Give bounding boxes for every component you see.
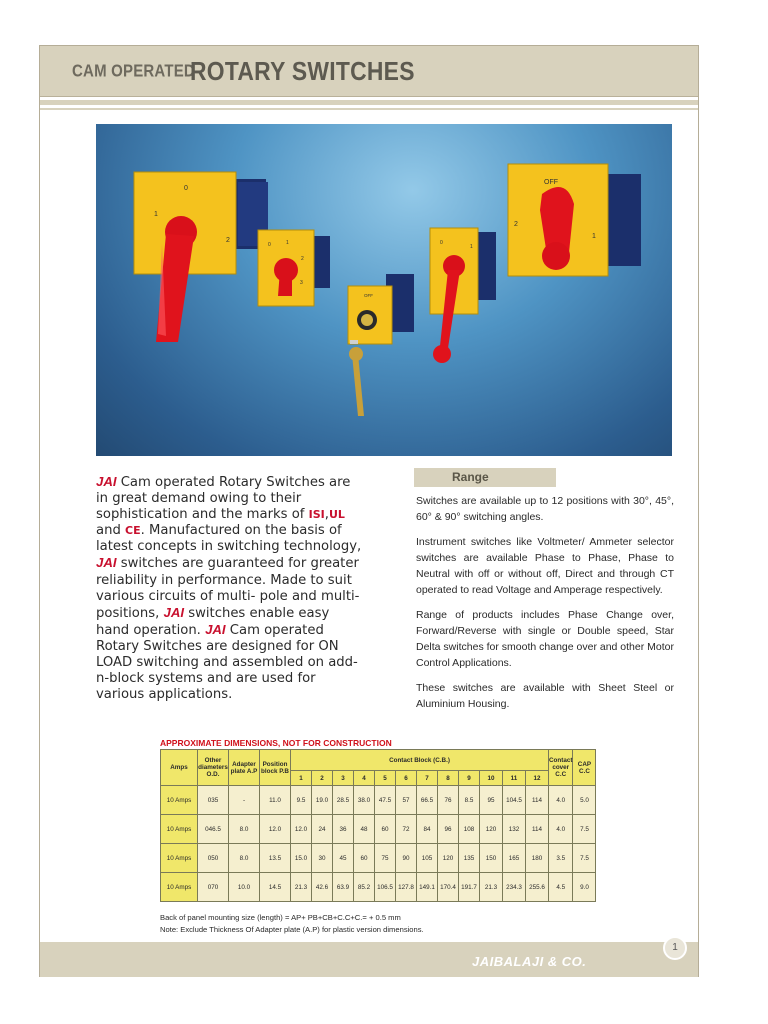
intro-text: . Manufactured on the basis of latest concepts in switching technology, [96,523,362,555]
brand-mark: JAI [163,604,185,620]
od-cell: 035 [198,786,229,815]
contact-block-cell: 60 [375,815,396,844]
table-row [161,815,596,844]
contact-block-cell: 105 [417,844,438,873]
header-stripe-thin [40,108,698,110]
contact-block-cell: 165 [503,844,526,873]
contact-block-cell: 170.4 [438,873,459,902]
contact-block-col-header: 8 [438,771,459,786]
contact-block-cell: 60 [354,844,375,873]
switch-position-label: 2 [226,237,230,244]
contact-block-cell: 108 [459,815,480,844]
switch-position-label: 0 [268,242,271,248]
table-row [161,873,596,902]
contact-block-cell: 95 [480,786,503,815]
contact-block-cell: 28.5 [333,786,354,815]
switch-handle-ball [433,345,451,363]
switch-position-label: 2 [514,221,518,228]
col-header: Contact cover C.C [549,750,573,786]
contact-block-cell: 12.0 [291,815,312,844]
contact-block-col-header: 5 [375,771,396,786]
contact-block-cell: 48 [354,815,375,844]
contact-block-cell: 66.5 [417,786,438,815]
contact-block-cell: 21.3 [480,873,503,902]
dimensions-body [161,786,596,902]
range-section [416,493,674,721]
contact-block-cell: 30 [312,844,333,873]
col-header: Amps [161,750,198,786]
footer-logo: JAIBALAJI & CO. [472,954,587,969]
intro-text: switches enable easy hand operation. [96,605,330,638]
contact-block-cell: 24 [312,815,333,844]
contact-block-col-header: 10 [480,771,503,786]
contact-block-cell: 234.3 [503,873,526,902]
brand-mark: JAI [205,621,226,637]
ul-mark-icon: UL [328,508,345,522]
contact-block-cell: 85.2 [354,873,375,902]
col-header: Position block P.B [260,750,291,786]
range-paragraph: Switches are available up to 12 positions with 30°, 45°, 60° & 90° switching angles. [416,495,674,523]
cc-cell: 4.0 [549,815,573,844]
rotary-switches-illustration [96,124,672,456]
product-photo [96,124,672,456]
contact-block-cell: 21.3 [291,873,312,902]
contact-block-cell: 96 [438,815,459,844]
page-number: 1 [663,936,687,960]
contact-block-cell: 72 [396,815,417,844]
amps-cell: 10 Amps [161,786,198,815]
switch-position-label: 1 [154,211,158,218]
amps-cell: 10 Amps [161,873,198,902]
cap-cell: 9.0 [573,873,596,902]
contact-block-cell: 38.0 [354,786,375,815]
contact-block-col-header: 6 [396,771,417,786]
pb-cell: 11.0 [260,786,291,815]
contact-block-cell: 42.6 [312,873,333,902]
contact-block-cell: 127.8 [396,873,417,902]
range-paragraph: Instrument switches like Voltmeter/ Ammeter selector switches are available Phase to Phase, Phase to Neutral with off or without off, Direct and through CT operated to read Voltage and Amperage respectively. [416,536,674,596]
range-paragraph: These switches are available with Sheet Steel or Aluminium Housing. [416,682,674,710]
ap-cell: 10.0 [229,873,260,902]
switch-position-label: OFF [364,293,373,298]
header-band [40,46,698,97]
range-paragraph: Range of products includes Phase Change over, Forward/Reverse with single or Double speed, Star Delta switches for smooth change over and other Motor Control Applications. [416,609,674,669]
contact-block-col-header: 4 [354,771,375,786]
intro-text: , [324,507,329,523]
contact-block-cell: 149.1 [417,873,438,902]
col-header: Adapter plate A.P [229,750,260,786]
header-stripe [40,100,698,105]
pb-cell: 13.5 [260,844,291,873]
cap-cell: 7.5 [573,844,596,873]
switch-position-label: 3 [300,280,303,286]
pb-cell: 14.5 [260,873,291,902]
contact-block-cell: 255.6 [526,873,549,902]
intro-text: and [96,523,126,539]
contact-block-cell: 9.5 [291,786,312,815]
contact-block-cell: 75 [375,844,396,873]
brand-mark: JAI [96,555,117,571]
title-prefix: CAM OPERATED [72,61,195,82]
ap-cell: 8.0 [229,844,260,873]
contact-block-cell: 63.9 [333,873,354,902]
od-cell: 050 [198,844,229,873]
col-header: Contact Block (C.B.) [291,750,549,771]
contact-block-col-header: 11 [503,771,526,786]
col-header: CAP C.C [573,750,596,786]
contact-block-col-header: 12 [526,771,549,786]
table-row [161,786,596,815]
cap-cell: 5.0 [573,786,596,815]
switch-handle [278,270,292,296]
contact-block-cell: 120 [438,844,459,873]
contact-block-cell: 90 [396,844,417,873]
cc-cell: 4.5 [549,873,573,902]
dimensions-title: APPROXIMATE DIMENSIONS, NOT FOR CONSTRUCTION [160,738,392,748]
cc-cell: 4.0 [549,786,573,815]
amps-cell: 10 Amps [161,844,198,873]
brand-mark: JAI [96,474,117,489]
footer-band [40,942,698,977]
contact-block-cell: 135 [459,844,480,873]
contact-block-cell: 76 [438,786,459,815]
intro-text: Cam operated Rotary Switches are in great demand owing to their sophistication and the marks of [96,475,351,523]
switch-position-label: 1 [592,233,596,240]
note-adapter: Note: Exclude Thickness Of Adapter plate (A.P) for plastic version dimensions. [160,925,424,934]
contact-block-cell: 19.0 [312,786,333,815]
contact-block-cell: 191.7 [459,873,480,902]
switch-position-label: 0 [440,240,443,246]
contact-block-cell: 132 [503,815,526,844]
contact-block-cell: 84 [417,815,438,844]
contact-block-cell: 120 [480,815,503,844]
od-cell: 046.5 [198,815,229,844]
pb-cell: 12.0 [260,815,291,844]
col-header: Other diameters O.D. [198,750,229,786]
contact-block-col-header: 1 [291,771,312,786]
page-title: ROTARY SWITCHES [190,56,415,86]
ap-cell: 8.0 [229,815,260,844]
contact-block-cell: 104.5 [503,786,526,815]
amps-cell: 10 Amps [161,815,198,844]
contact-block-cell: 180 [526,844,549,873]
contact-block-cell: 150 [480,844,503,873]
contact-block-cell: 15.0 [291,844,312,873]
contact-block-cell: 8.5 [459,786,480,815]
switch-position-label: OFF [544,179,558,186]
switch-position-label: 1 [470,244,473,250]
contact-block-cell: 45 [333,844,354,873]
cap-cell: 7.5 [573,815,596,844]
contact-block-cell: 57 [396,786,417,815]
range-heading: Range [414,468,556,487]
cc-cell: 3.5 [549,844,573,873]
switch-position-label: 1 [286,240,289,246]
notes [160,912,424,936]
switch-position-label: 2 [301,256,304,262]
key [352,354,364,416]
contact-block-cell: 106.5 [375,873,396,902]
ce-mark-icon: CE [125,524,141,538]
contact-block-col-header: 3 [333,771,354,786]
note-mounting: Back of panel mounting size (length) = AP+ PB+CB+C.C+C.= + 0.5 mm [160,913,401,922]
contact-block-col-header: 7 [417,771,438,786]
contact-block-cell: 114 [526,786,549,815]
switch-position-label: 0 [184,185,188,192]
isi-mark-icon: ISI [308,508,325,522]
contact-block-col-header: 9 [459,771,480,786]
intro-paragraph [96,474,366,703]
od-cell: 070 [198,873,229,902]
contact-block-col-header: 2 [312,771,333,786]
intro-text: switches are guaranteed for greater reliability in performance. Made to suit various circuits of multi- pole and multi-positions, [96,556,360,621]
contact-block-cell: 47.5 [375,786,396,815]
dimensions-table [160,749,596,902]
contact-block-cell: 36 [333,815,354,844]
page-frame [39,45,699,977]
table-row [161,844,596,873]
intro-text: Cam operated Rotary Switches are designed for ON LOAD switching and assembled on add-n-block systems and are used for various applications. [96,622,358,703]
ap-cell: - [229,786,260,815]
contact-block-cell: 114 [526,815,549,844]
